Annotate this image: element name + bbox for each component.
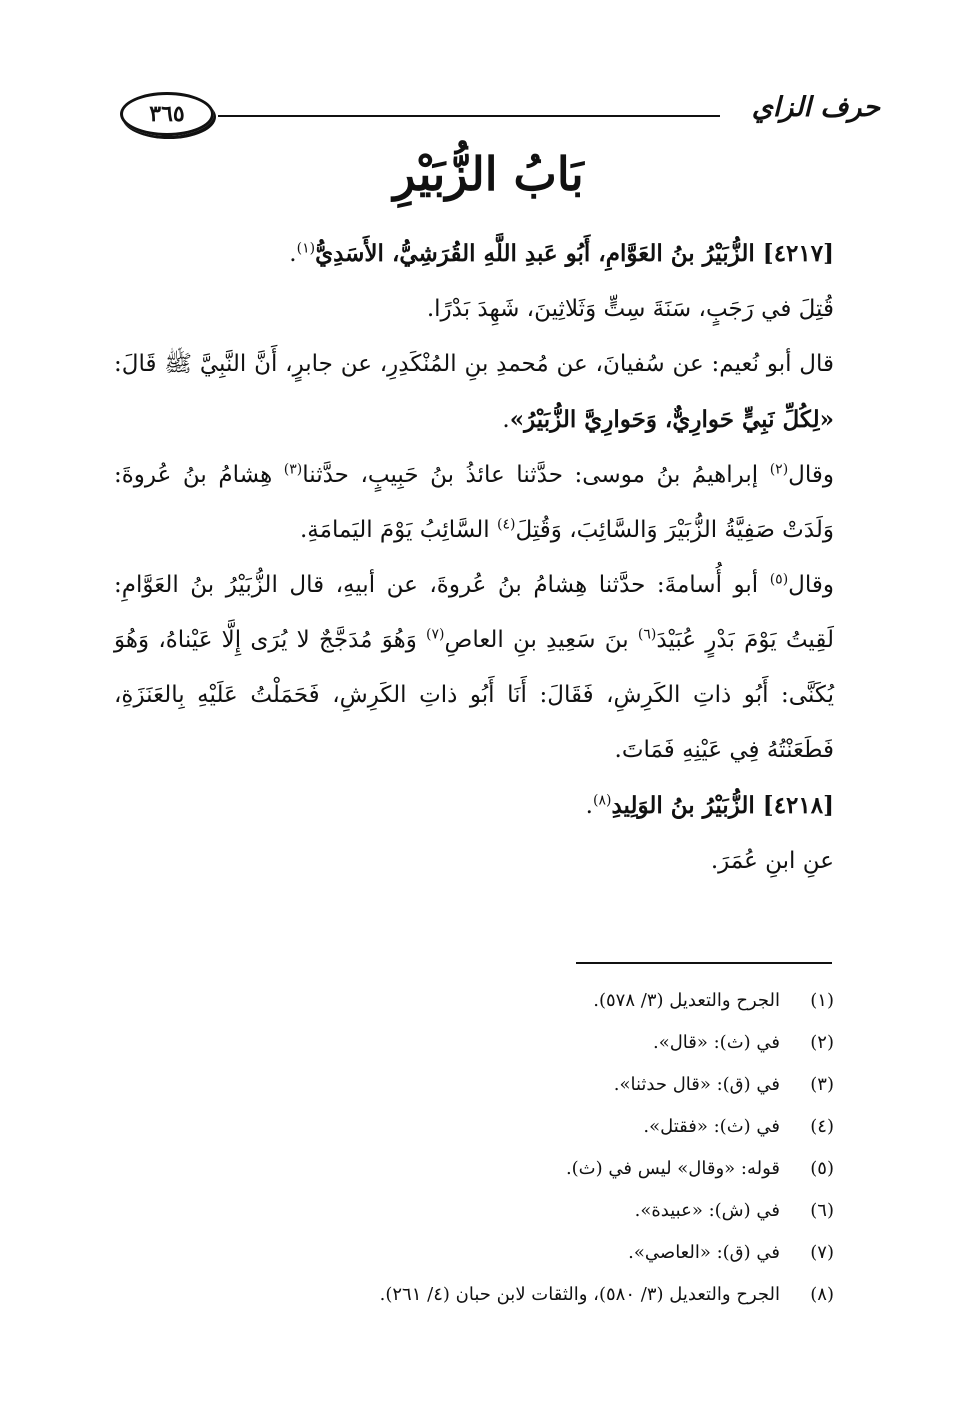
footnote-ref: (٨) [592, 792, 612, 809]
heading-end: . [585, 793, 593, 819]
footnote-ref: (٣) [283, 461, 303, 478]
entry-heading-text: [٤٢١٧] الزُّبَيْرُ بنُ العَوَّامِ، أَبُو عَبدِ اللَّهِ القُرَشِيُّ، الأَسَدِيُّ [315, 240, 834, 267]
footnote-item [114, 1148, 834, 1190]
footnote-item [114, 1022, 834, 1064]
footnote-text: قوله: «وقال» ليس في (ث). [565, 1158, 780, 1179]
footnote-number: (٥) [810, 1158, 834, 1179]
paragraph-text: وَهُوَ مُدَجَّجٌ لا يُرَى إِلَّا عَيْناهُ، وَهُوَ يُكَنَّى: أَبُو ذاتِ الكَرِشِ، فَقَالَ: أَنَا أَبُو ذاتِ الكَرِشِ، فَحَمَلْتُ عَلَيْهِ بِالعَنَزَةِ، فَطَعَنْتُهُ فِي عَيْنِهِ فَمَاتَ. [114, 627, 834, 763]
entry-4217-heading [114, 226, 834, 282]
paragraph-text: هِشامُ بنُ عُروةَ: وَلَدَتْ صَفِيَّةُ الزُّبَيْرَ وَالسَّائِبَ، وَقُتِلَ [114, 462, 834, 543]
section-title: بَابُ الزُّبَيْرِ [393, 147, 584, 201]
footnote-text: في (ق): «قال حدثنا». [613, 1074, 780, 1095]
main-text [114, 226, 834, 889]
entry-heading-text: [٤٢١٨] الزُّبَيْرُ بنُ الوَلِيدِ [611, 792, 834, 819]
footnote-separator [576, 962, 832, 964]
footnote-item [114, 1232, 834, 1274]
header-rule [218, 115, 720, 117]
entry-4218-heading [114, 778, 834, 834]
footnote-number: (٦) [810, 1200, 834, 1221]
footnote-ref: (٤) [496, 516, 516, 533]
footnote-item [114, 1106, 834, 1148]
heading-end: . [289, 241, 297, 267]
footnote-text: الجرح والتعديل (٣/ ٥٧٨). [593, 990, 780, 1011]
footnote-number: (٤) [810, 1116, 834, 1137]
footnote-ref: (٥) [769, 571, 789, 588]
footnote-ref: (٢) [769, 461, 789, 478]
footnote-text: في (ق): «العاصي». [628, 1242, 780, 1263]
footnotes-list [114, 980, 834, 1316]
footnote-number: (٨) [810, 1284, 834, 1305]
paragraph-text: أبو أُسامةَ: حدَّثنا هِشامُ بنُ عُروةَ، عن أبيهِ، قال الزُّبَيْرُ بنُ العَوَّامِ: لَقِيتُ يَوْمَ بَدْرٍ عُبَيْدَ [114, 572, 834, 653]
footnote-text: الجرح والتعديل (٣/ ٥٨٠)، والثقات لابن حبان (٤/ ٢٦١). [379, 1284, 780, 1305]
footnote-ref: (٦) [637, 626, 657, 643]
paragraph-text: وقال [788, 572, 834, 598]
footnote-text: في (ش): «عبيدة». [634, 1200, 780, 1221]
footnote-item [114, 980, 834, 1022]
paragraph-abu-usama [114, 558, 834, 778]
footnote-item [114, 1274, 834, 1316]
paragraph-ibrahim [114, 448, 834, 558]
footnote-number: (١) [810, 990, 834, 1011]
running-header [120, 88, 880, 138]
footnote-number: (٢) [810, 1032, 834, 1053]
footnote-ref: (٧) [426, 626, 445, 643]
footnote-item [114, 1190, 834, 1232]
footnote-item [114, 1064, 834, 1106]
page-number: ٣٦٥ [120, 92, 214, 136]
paragraph-text: قال أبو نُعيم: عن سُفيانَ، عن مُحمدِ بنِ المُنْكَدِرِ، عن جابرٍ، أَنَّ النَّبِيَّ ﷺ قَالَ: [114, 351, 834, 377]
paragraph-end: . [502, 407, 510, 433]
paragraph-abu-nuaim [114, 337, 834, 448]
footnote-text: في (ث): «فقتل». [643, 1116, 780, 1137]
hadith-quote: «لِكُلِّ نَبِيٍّ حَوارِيٌّ، وَحَوارِيَّ الزُّبَيْرُ» [509, 406, 834, 433]
paragraph-text: بنَ سَعِيدِ بنِ العاصِ [444, 627, 638, 653]
footnote-number: (٧) [810, 1242, 834, 1263]
footnote-ref: (١) [296, 240, 316, 257]
paragraph-text: إبراهيمُ بنُ موسى: حدَّثنا عائذُ بنُ حَبِيبٍ، حدَّثنا [302, 462, 770, 488]
entry-death-line: قُتِلَ في رَجَبٍ، سَنَةَ سِتٍّ وَثَلاثِينَ، شَهِدَ بَدْرًا. [426, 296, 834, 322]
footnote-number: (٣) [810, 1074, 834, 1095]
chapter-title: حرف الزاي [751, 92, 880, 123]
footnote-text: في (ث): «قال». [652, 1032, 780, 1053]
entry-source-line: عنِ ابنِ عُمَرَ. [710, 848, 834, 874]
paragraph-text: السَّائِبُ يَوْمَ اليَمامَةِ. [300, 517, 497, 543]
paragraph-text: وقال [788, 462, 834, 488]
